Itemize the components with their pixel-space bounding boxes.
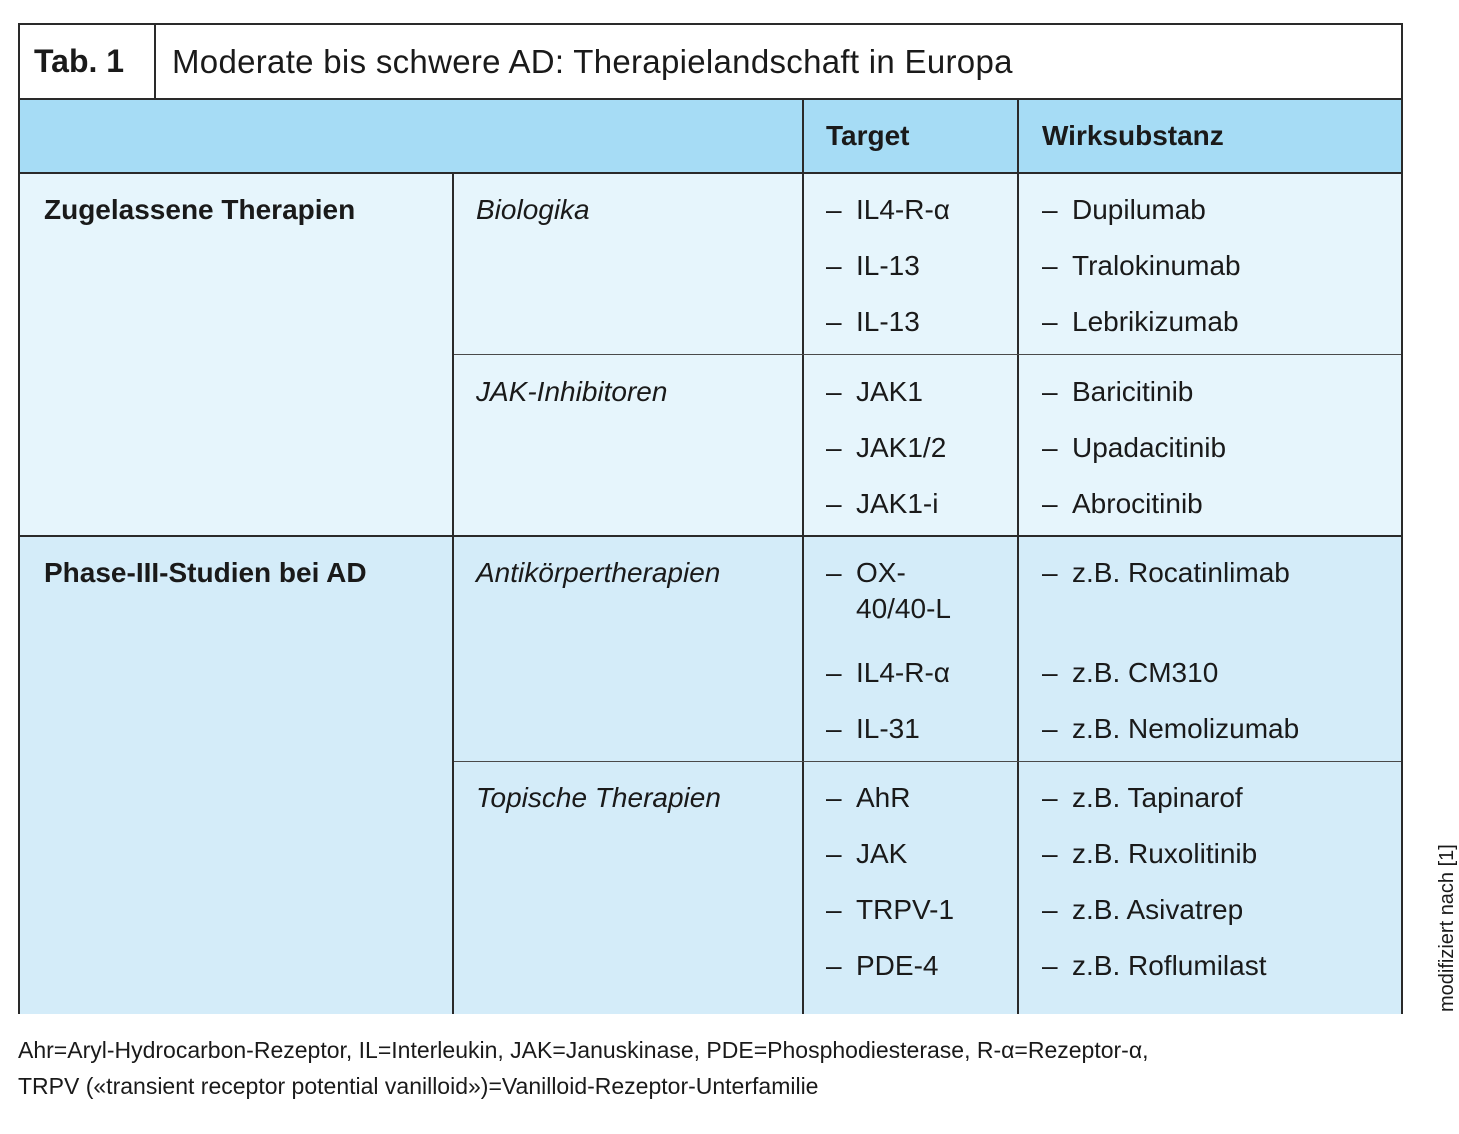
footnote-line-1: Ahr=Aryl-Hydrocarbon-Rezeptor, IL=Interleukin, JAK=Januskinase, PDE=Phosphodiesterase, R-α=Rezeptor-α, xyxy=(18,1037,1149,1063)
list-item: – z.B. Tapinarof xyxy=(1042,780,1267,816)
list-item: – z.B. Nemolizumab xyxy=(1042,711,1299,747)
column-divider xyxy=(802,537,804,1014)
list-item: – JAK1 xyxy=(826,374,946,410)
table-title: Moderate bis schwere AD: Therapielandschaft in Europa xyxy=(172,43,1013,80)
target-list xyxy=(826,555,976,767)
subgroup-label-antibody: Antikörpertherapien xyxy=(476,557,721,588)
substance-list xyxy=(1042,192,1241,360)
list-item: – Tralokinumab xyxy=(1042,248,1241,284)
list-item: – z.B. CM310 xyxy=(1042,655,1299,691)
list-item: – IL-31 xyxy=(826,711,976,747)
footnote-line-2: TRPV («transient receptor potential vanilloid»)=Vanilloid-Rezeptor-Unterfamilie xyxy=(18,1073,819,1099)
list-item: – OX-40/40-L xyxy=(826,555,976,635)
table-header-row xyxy=(20,100,1401,174)
table-number: Tab. 1 xyxy=(20,25,156,98)
list-item: – z.B. Asivatrep xyxy=(1042,892,1267,928)
substance-list xyxy=(1042,555,1299,767)
group-label-approved: Zugelassene Therapien xyxy=(44,194,356,225)
group-label-phase3: Phase-III-Studien bei AD xyxy=(44,557,367,588)
list-item: – JAK1/2 xyxy=(826,430,946,466)
table-title-row xyxy=(20,25,1401,100)
list-item: – IL4-R-α xyxy=(826,655,976,691)
target-list xyxy=(826,780,954,1004)
list-item: – IL4-R-α xyxy=(826,192,950,228)
section-approved xyxy=(20,174,1401,537)
list-item: – Baricitinib xyxy=(1042,374,1226,410)
list-item: – Upadacitinib xyxy=(1042,430,1226,466)
column-divider xyxy=(452,537,454,1014)
list-item: – TRPV-1 xyxy=(826,892,954,928)
target-list xyxy=(826,192,950,360)
substance-list xyxy=(1042,780,1267,1004)
subgroup-label-jak: JAK-Inhibitoren xyxy=(476,376,668,407)
list-item: – Dupilumab xyxy=(1042,192,1241,228)
header-divider xyxy=(1017,100,1019,172)
header-target: Target xyxy=(826,120,910,151)
list-item: – JAK xyxy=(826,836,954,872)
header-substance: Wirksubstanz xyxy=(1042,120,1224,151)
column-divider xyxy=(1017,537,1019,1014)
list-item: – z.B. Ruxolitinib xyxy=(1042,836,1267,872)
subgroup-label-topical: Topische Therapien xyxy=(476,782,721,813)
list-item: – PDE-4 xyxy=(826,948,954,984)
source-note: modifiziert nach [1] xyxy=(1436,844,1458,1012)
target-list xyxy=(826,374,946,542)
list-item: – z.B. Roflumilast xyxy=(1042,948,1267,984)
header-divider xyxy=(802,100,804,172)
list-item: – JAK1-i xyxy=(826,486,946,522)
table-footnote xyxy=(18,1032,1418,1104)
list-item: – IL-13 xyxy=(826,248,950,284)
section-phase3 xyxy=(20,537,1401,1014)
list-item: – z.B. Rocatinlimab xyxy=(1042,555,1299,635)
subgroup-label-biologika: Biologika xyxy=(476,194,590,225)
therapy-table xyxy=(18,23,1403,1014)
list-item: – IL-13 xyxy=(826,304,950,340)
substance-list xyxy=(1042,374,1226,542)
list-item: – Abrocitinib xyxy=(1042,486,1226,522)
list-item: – Lebrikizumab xyxy=(1042,304,1241,340)
list-item: – AhR xyxy=(826,780,954,816)
